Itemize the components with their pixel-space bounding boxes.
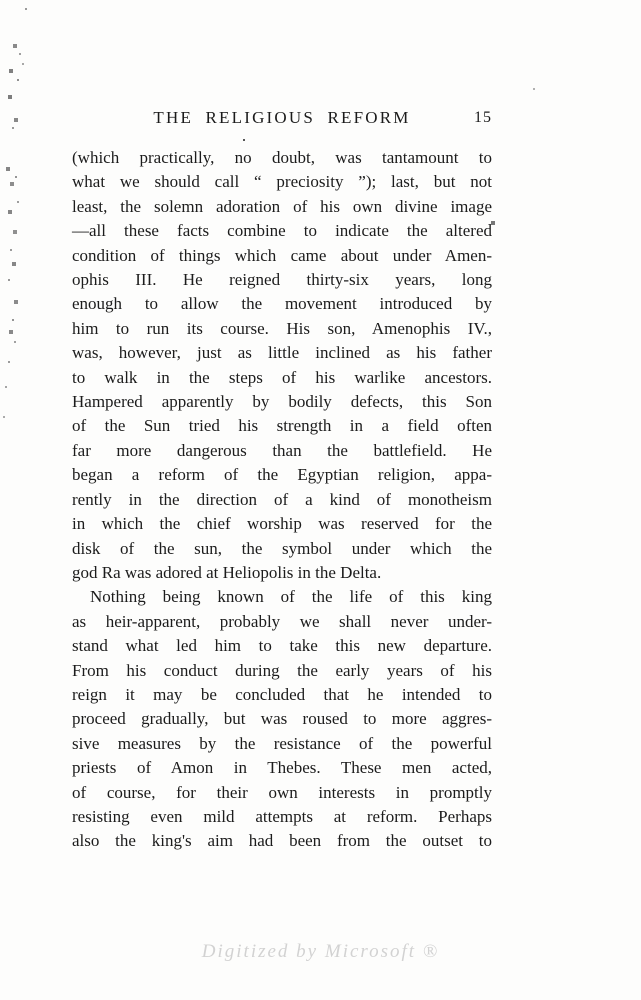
text-line: to walk in the steps of his warlike ancestors. (72, 367, 492, 387)
watermark: Digitized by Microsoft ® (201, 941, 440, 962)
text-line: ophis III. He reigned thirty-six years, long (72, 270, 492, 290)
running-title: THE RELIGIOUS REFORM (153, 108, 411, 127)
page-number: 15 (474, 109, 492, 126)
text-line: of the Sun tried his strength in a field often (72, 416, 492, 436)
text-line: rently in the direction of a kind of monotheism (72, 489, 492, 509)
text-line: what we should call “ preciosity ”); last, but not (72, 172, 492, 192)
text-line: —all these facts combine to indicate the altered (72, 221, 492, 241)
text-line: of course, for their own interests in promptly (72, 782, 492, 802)
text-line: as heir-apparent, probably we shall never under- (72, 611, 492, 631)
text-line: him to run its course. His son, Amenophis IV., (72, 318, 492, 338)
text-line: god Ra was adored at Heliopolis in the Delta. (72, 562, 382, 582)
text-line: From his conduct during the early years of his (72, 660, 492, 680)
text-line: reign it may be concluded that he intended to (72, 684, 492, 704)
text-line: proceed gradually, but was roused to more aggres- (72, 709, 492, 729)
text-line: sive measures by the resistance of the powerful (72, 733, 492, 753)
text-line: resisting even mild attempts at reform. Perhaps (72, 806, 492, 826)
text-line: disk of the sun, the symbol under which the (72, 538, 492, 558)
text-line: began a reform of the Egyptian religion, appa- (72, 465, 492, 485)
text-line: (which practically, no doubt, was tantamount to (72, 148, 492, 167)
text-line: far more dangerous than the battlefield. He (72, 440, 492, 460)
text-line: least, the solemn adoration of his own divine image (72, 196, 492, 216)
text-line: Hampered apparently by bodily defects, this Son (72, 392, 492, 412)
page-text (72, 146, 492, 854)
text-line: priests of Amon in Thebes. These men acted, (72, 758, 492, 778)
text-line: enough to allow the movement introduced by (72, 294, 492, 314)
text-line: also the king's aim had been from the outset to (72, 831, 492, 851)
text-line: stand what led him to take this new departure. (72, 636, 492, 656)
scan-noise (0, 0, 2, 2)
text-line: condition of things which came about under Amen- (72, 245, 492, 265)
text-line: was, however, just as little inclined as his father (72, 343, 492, 363)
page-header (72, 108, 492, 134)
text-line: in which the chief worship was reserved for the (72, 514, 492, 534)
text-line: Nothing being known of the life of this king (90, 587, 492, 607)
